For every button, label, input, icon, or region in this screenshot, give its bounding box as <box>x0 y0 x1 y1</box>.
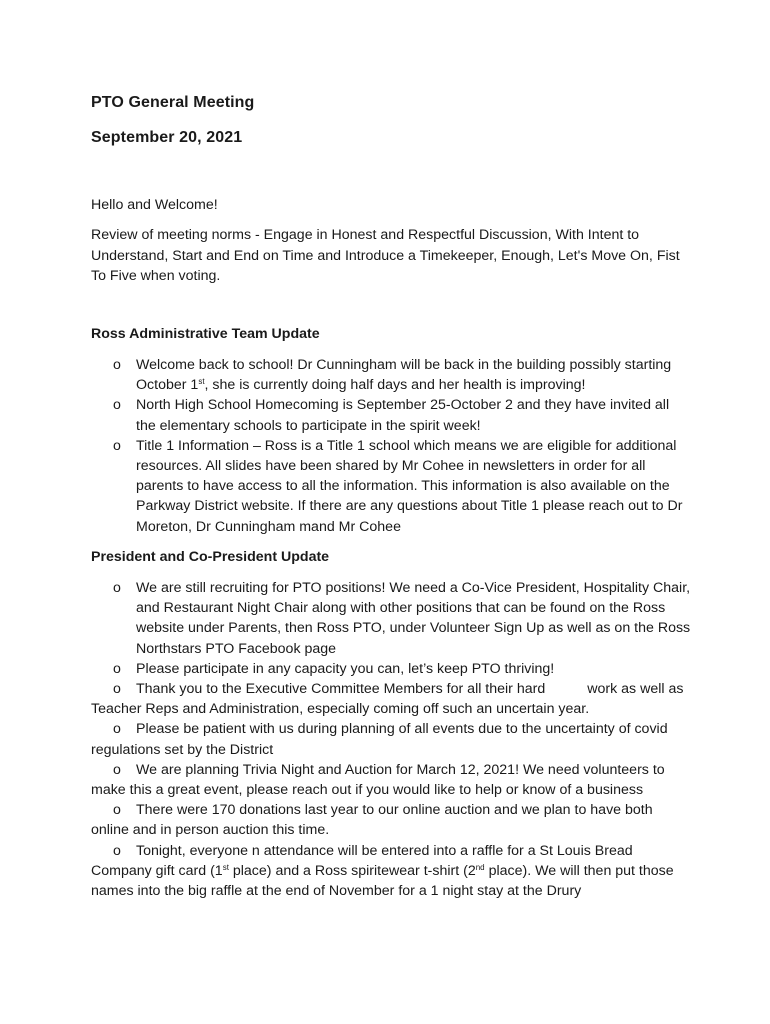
meeting-norms-text: Review of meeting norms - Engage in Honest and Respectful Discussion, With Intent to Understand, Start and End on Time and Introduce a Timekeeper, Enough, Let's Move On, Fist To Five when voting. <box>91 227 680 284</box>
bullet-icon: o <box>113 681 121 697</box>
list-item <box>91 355 691 395</box>
greeting-text: Hello and Welcome! <box>91 197 218 213</box>
bullet-icon: o <box>113 580 121 596</box>
bullet-icon: o <box>113 660 121 677</box>
list-item-text: We are planning Trivia Night and Auction for March 12, 2021! We need volunteers to make this a great event, please reach out if you would like to help or know of a business <box>91 761 665 799</box>
list-item-text: place) and a Ross spiritewear t-shirt (2 <box>228 862 476 879</box>
list-item-text: Please participate in any capacity you can, let’s keep PTO thriving! <box>136 660 555 677</box>
admin-update-list <box>91 355 691 537</box>
ordinal-suffix: st <box>198 377 205 387</box>
bullet-icon: o <box>113 437 121 454</box>
list-item-text: Welcome back to school! Dr Cunningham will be back in the building possibly starting October 1 <box>136 357 672 394</box>
list-item <box>91 679 691 719</box>
list-item <box>91 436 691 537</box>
list-item-text: Tonight, everyone n attendance will be entered into a raffle for a St Louis Bread Company gift card (1 <box>91 842 633 879</box>
list-item-text: Please be patient with us during planning of all events due to the uncertainty of covid regulations set by the District <box>91 721 668 758</box>
list-item-text: There were 170 donations last year to our online auction and we plan to have both online and in person auction this time. <box>91 802 653 839</box>
bullet-icon: o <box>113 721 121 738</box>
admin-section-heading: Ross Administrative Team Update <box>91 326 320 342</box>
list-item-text: Title 1 Information – Ross is a Title 1 school which means we are eligible for additional resources. All slides have been shared by Mr Cohee in newsletters in order for all parents to have access to all the information. This information is also available on the Parkway District website. If there are any questions about Title 1 please reach out to Dr Moreton, Dr Cunningham mand Mr Cohee <box>136 437 683 535</box>
president-update-list-continued <box>91 679 691 901</box>
document-title: PTO General Meeting <box>91 94 255 111</box>
list-item-text: We are still recruiting for PTO positions! We need a Co-Vice President, Hospitality Chair, and Restaurant Night Chair along with other positions that can be found on the Ross website under Parents, then Ross PTO, under Volunteer Sign Up as well as on the Ross Northstars PTO Facebook page <box>136 580 691 657</box>
list-item <box>91 800 691 840</box>
list-item <box>91 719 691 759</box>
ordinal-suffix: nd <box>475 862 485 872</box>
president-update-list <box>91 578 691 679</box>
ordinal-suffix: st <box>222 862 229 872</box>
list-item-text: work as well as Teacher Reps and Administration, especially coming off such an uncertain year. <box>91 681 684 718</box>
bullet-icon: o <box>113 357 121 373</box>
list-item <box>91 659 691 679</box>
list-item <box>91 760 691 800</box>
list-item-text: Thank you to the Executive Committee Members for all their hard <box>136 681 546 697</box>
list-item <box>91 578 691 659</box>
bullet-icon: o <box>113 761 121 778</box>
bullet-icon: o <box>113 802 121 819</box>
president-section-heading: President and Co-President Update <box>91 549 330 565</box>
list-item <box>91 841 691 902</box>
list-item <box>91 395 691 435</box>
bullet-icon: o <box>113 397 121 414</box>
bullet-icon: o <box>113 842 121 859</box>
list-item-text: North High School Homecoming is September 25-October 2 and they have invited all the elementary schools to participate in the spirit week! <box>136 397 670 434</box>
list-item-text: , she is currently doing half days and her health is improving! <box>204 377 586 394</box>
list-item-text: place). We will then put those names into the big raffle at the end of November for a 1 night stay at the Drury <box>91 862 674 900</box>
document-date: September 20, 2021 <box>91 129 243 146</box>
